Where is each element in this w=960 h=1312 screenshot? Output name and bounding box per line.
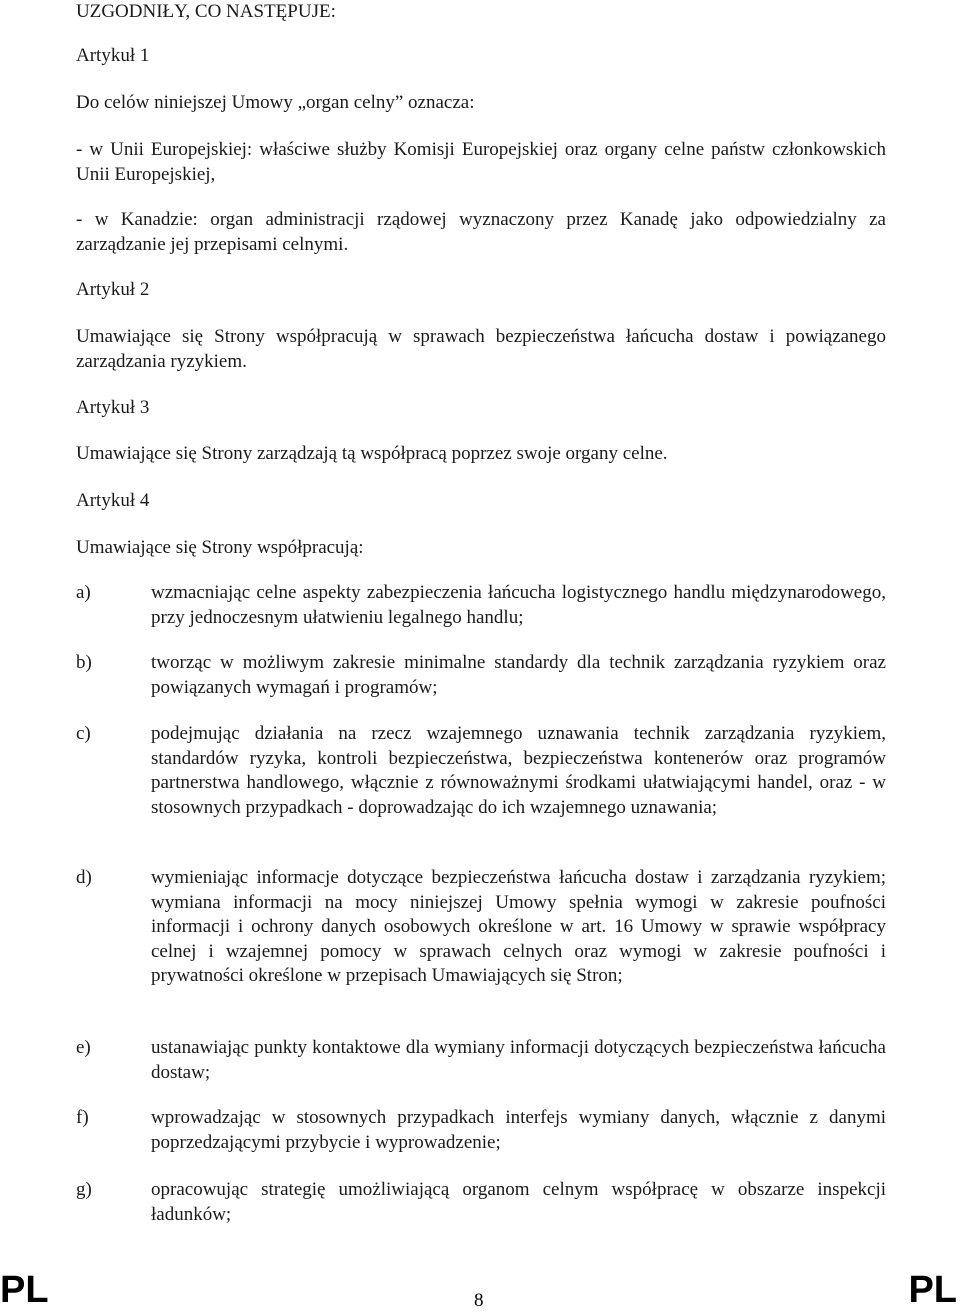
article-1-lead: Do celów niniejszej Umowy „organ celny” oznacza: xyxy=(76,92,475,113)
list-item-text: ustanawiając punkty kontaktowe dla wymiany informacji dotyczących bezpieczeństwa łańcucha dostaw; xyxy=(151,1037,886,1083)
page-number: 8 xyxy=(474,1290,484,1311)
list-item-g xyxy=(76,1178,886,1227)
list-item-a xyxy=(76,581,886,630)
list-item-letter: a) xyxy=(76,582,91,603)
language-code-left: PL xyxy=(0,1269,49,1311)
list-item-text: tworząc w możliwym zakresie minimalne standardy dla technik zarządzania ryzykiem oraz powiązanych wymagań i programów; xyxy=(151,652,886,698)
article-3-title: Artykuł 3 xyxy=(76,397,150,418)
article-1-point-eu: - w Unii Europejskiej: właściwe służby Komisji Europejskiej oraz organy celne państw członkowskich Unii Europejskiej, xyxy=(76,139,886,185)
list-item-letter: f) xyxy=(76,1107,89,1128)
list-item-b xyxy=(76,651,886,700)
article-1-title: Artykuł 1 xyxy=(76,45,150,66)
list-item-f xyxy=(76,1106,886,1155)
list-item-text: podejmując działania na rzecz wzajemnego uznawania technik zarządzania ryzykiem, standardów ryzyka, kontroli bezpieczeństwa, bezpieczeństwa kontenerów oraz programów partnerstwa handlowego, włącznie z równoważnymi środkami ułatwiającymi handel, oraz - w stosownych przypadkach - doprowadzając do ich wzajemnego uznawania; xyxy=(151,723,886,818)
list-item-letter: b) xyxy=(76,652,92,673)
list-item-text: wymieniając informacje dotyczące bezpieczeństwa łańcucha dostaw i zarządzania ryzykiem; wymiana informacji na mocy niniejszej Umowy spełnia wymogi w zakresie poufności informacji i ochrony danych osobowych określone w art. 16 Umowy w sprawie współpracy celnej i wzajemnej pomocy w sprawach celnych oraz wymogi w zakresie poufności i prywatności określone w przepisach Umawiających się Stron; xyxy=(151,867,886,986)
list-item-text: wzmacniając celne aspekty zabezpieczenia łańcucha logistycznego handlu międzynarodowego, przy jednoczesnym ułatwieniu legalnego handlu; xyxy=(151,582,886,628)
article-2-title: Artykuł 2 xyxy=(76,279,150,300)
article-4-lead: Umawiające się Strony współpracują: xyxy=(76,537,364,558)
list-item-letter: c) xyxy=(76,723,91,744)
article-4-title: Artykuł 4 xyxy=(76,490,150,511)
list-item-letter: g) xyxy=(76,1179,92,1200)
agreed-heading: UZGODNIŁY, CO NASTĘPUJE: xyxy=(76,1,336,22)
article-2-text: Umawiające się Strony współpracują w sprawach bezpieczeństwa łańcucha dostaw i powiązanego zarządzania ryzykiem. xyxy=(76,326,886,372)
article-1-point-canada: - w Kanadzie: organ administracji rządowej wyznaczony przez Kanadę jako odpowiedzialny za zarządzanie jej przepisami celnymi. xyxy=(76,209,886,255)
list-item-letter: e) xyxy=(76,1037,91,1058)
list-item-text: opracowując strategię umożliwiającą organom celnym współpracę w obszarze inspekcji ładunków; xyxy=(151,1179,886,1225)
list-item-e xyxy=(76,1036,886,1085)
list-item-c xyxy=(76,722,886,820)
article-3-text: Umawiające się Strony zarządzają tą współpracą poprzez swoje organy celne. xyxy=(76,443,668,464)
list-item-letter: d) xyxy=(76,867,92,888)
list-item-text: wprowadzając w stosownych przypadkach interfejs wymiany danych, włącznie z danymi poprzedzającymi przybycie i wyprowadzenie; xyxy=(151,1107,886,1153)
language-code-right: PL xyxy=(908,1269,957,1311)
list-item-d xyxy=(76,866,886,989)
